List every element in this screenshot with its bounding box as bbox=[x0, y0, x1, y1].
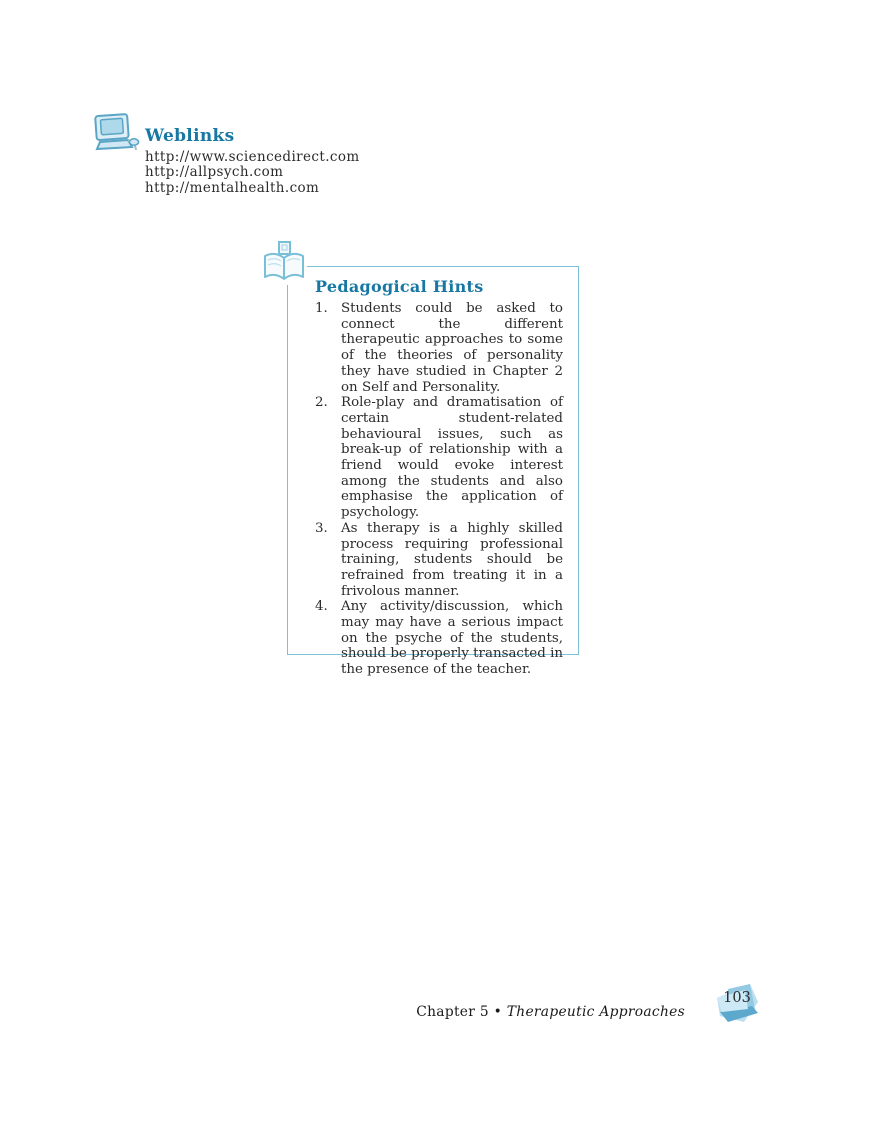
list-item bbox=[315, 599, 563, 678]
footer-separator-bullet: • bbox=[493, 1004, 503, 1020]
list-item bbox=[315, 395, 563, 521]
open-book-icon bbox=[261, 241, 307, 285]
footer-chapter-label: Chapter 5 bbox=[416, 1004, 489, 1020]
list-item-text: As therapy is a highly skilled process requiring professional training, students should be refrained from treating it in a frivolous manner. bbox=[341, 520, 563, 599]
weblinks-heading: Weblinks bbox=[145, 126, 235, 146]
footer-chapter-title: Therapeutic Approaches bbox=[506, 1004, 685, 1020]
footer-chapter-line bbox=[416, 1004, 685, 1020]
pedagogical-hints-list bbox=[288, 301, 578, 678]
list-item-number: 4. bbox=[315, 599, 328, 615]
computer-icon bbox=[93, 112, 141, 154]
list-item-number: 2. bbox=[315, 395, 328, 411]
paper-flag-icon bbox=[714, 982, 760, 1024]
list-item bbox=[315, 521, 563, 600]
list-item-text: Role-play and dramatisation of certain student-related behavioural issues, such as break-up of relationship with a friend would evoke interest among the students and also emphasise the application of psychology. bbox=[341, 395, 563, 521]
weblink-url: http://mentalhealth.com bbox=[145, 179, 320, 196]
list-item-number: 3. bbox=[315, 520, 328, 536]
list-item bbox=[315, 301, 563, 395]
weblink-url: http://allpsych.com bbox=[145, 164, 284, 181]
pedagogical-hints-heading: Pedagogical Hints bbox=[315, 277, 484, 296]
pedagogical-hints-box bbox=[287, 266, 579, 678]
weblinks-list bbox=[145, 150, 360, 196]
page-number: 103 bbox=[723, 990, 751, 1006]
list-item-number: 1. bbox=[315, 301, 328, 316]
list-item-text: Students could be asked to connect the different therapeutic approaches to some of the theories of personality they have studied in Chapter 2 on Self and Personality. bbox=[341, 301, 563, 395]
list-item-text: Any activity/discussion, which may may have a serious impact on the psyche of the students, should be properly transacted in the presence of the teacher. bbox=[341, 599, 563, 678]
weblink-url: http://www.sciencedirect.com bbox=[145, 149, 360, 165]
